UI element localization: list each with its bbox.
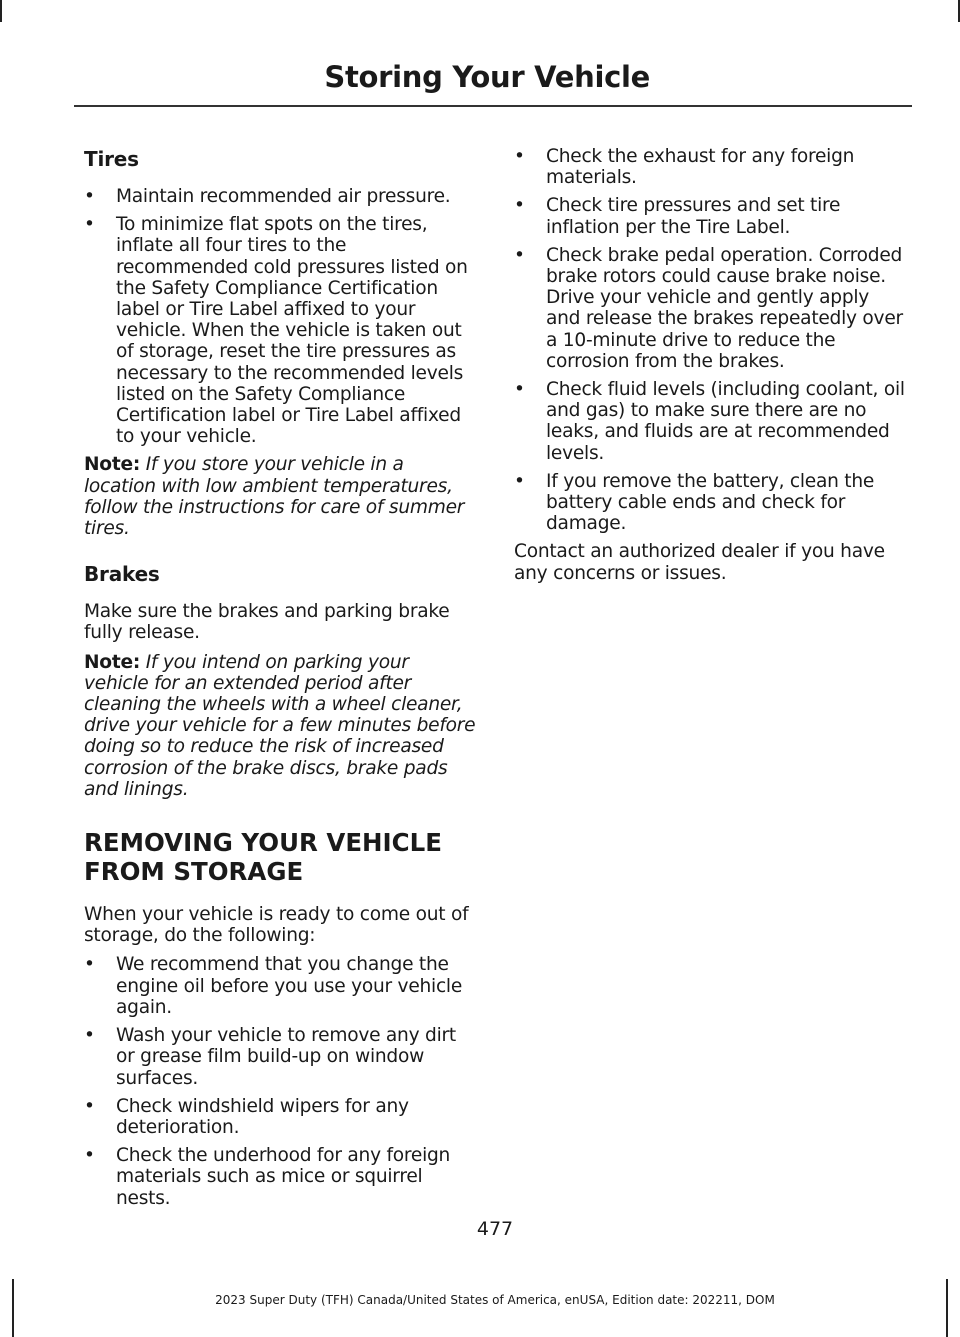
bullet: • (514, 470, 525, 492)
list-item-text: Maintain recommended air pressure. (116, 186, 451, 207)
bullet: • (514, 146, 525, 167)
header-divider (74, 105, 912, 107)
section-title-line: FROM STORAGE (84, 857, 304, 887)
list-item-text: Check windshield wipers for any deterioration. (116, 1095, 409, 1138)
page-title: Storing Your Vehicle (324, 60, 650, 94)
list-item (514, 245, 908, 372)
bullet: • (514, 244, 525, 266)
page-number: 477 (476, 1218, 514, 1240)
list-item-text: We recommend that you change the engine oil before you use your vehicle again. (116, 954, 463, 1018)
bullet: • (84, 1145, 95, 1167)
note-tires (84, 454, 476, 539)
brakes-paragraph: Make sure the brakes and parking brake fully release. (84, 601, 450, 644)
section-title-line: REMOVING YOUR VEHICLE (84, 828, 443, 858)
list-item-text: If you remove the battery, clean the battery cable ends and check for damage. (546, 470, 875, 535)
list-item (84, 1025, 476, 1089)
list-item-text: To minimize flat spots on the tires, inflate all four tires to the recommended cold pressures listed on the Safety Compliance Certification label or Tire Label affixed to your vehicle. When the vehicle is taken out of storage, reset the tire pressures as necessary to the recommended levels listed on the Safety Compliance Certification label or Tire Label affixed to your vehicle. (116, 214, 468, 448)
bullet: • (514, 195, 525, 217)
list-item (84, 1096, 476, 1138)
list-item-text: Check the underhood for any foreign materials such as mice or squirrel nests. (116, 1145, 451, 1209)
removing-intro: When your vehicle is ready to come out of storage, do the following: (84, 904, 469, 947)
list-item (514, 195, 908, 237)
bullet: • (84, 1025, 95, 1047)
crop-mark-bottom-right (946, 1279, 948, 1337)
list-item (514, 379, 908, 464)
list-item-text: Check fluid levels (including coolant, oil and gas) to make sure there are no leaks, and fluids are at recommended levels. (546, 379, 905, 464)
list-item (84, 954, 476, 1018)
list-item (84, 186, 476, 207)
crop-mark-top-left (0, 0, 2, 22)
note-label: Note: (84, 651, 141, 673)
list-item (84, 1145, 476, 1209)
list-item-text: Check tire pressures and set tire inflation per the Tire Label. (546, 195, 841, 238)
bullet: • (84, 186, 95, 207)
crop-mark-bottom-left (12, 1279, 14, 1337)
bullet: • (514, 379, 525, 401)
list-item (514, 471, 908, 535)
closing-paragraph: Contact an authorized dealer if you have any concerns or issues. (514, 541, 885, 584)
tires-heading: Tires (84, 147, 139, 171)
list-item-text: Wash your vehicle to remove any dirt or grease film build-up on window surfaces. (116, 1025, 456, 1089)
list-item (514, 146, 908, 188)
removing-list (84, 954, 476, 1208)
footer-text: 2023 Super Duty (TFH) Canada/United States of America, enUSA, Edition date: 202211, DOM (215, 1293, 775, 1307)
bullet: • (84, 214, 95, 236)
note-text: If you intend on parking your vehicle for an extended period after cleaning the wheels with a wheel cleaner, drive your vehicle for a few minutes before doing so to reduce the risk of increased corrosion of the brake discs, brake pads and linings. (84, 651, 476, 800)
brakes-heading: Brakes (84, 562, 160, 587)
note-brakes (84, 652, 476, 800)
bullet: • (84, 954, 95, 976)
note-label: Note: (84, 454, 141, 476)
checks-list (514, 146, 908, 534)
list-item (84, 214, 476, 447)
list-item-text: Check the exhaust for any foreign materials. (546, 146, 855, 189)
tires-list (84, 186, 476, 447)
bullet: • (84, 1095, 95, 1117)
section-title (84, 828, 476, 886)
left-column (84, 146, 476, 1216)
list-item-text: Check brake pedal operation. Corroded brake rotors could cause brake noise. Drive your vehicle and gently apply and release the brakes repeatedly over a 10-minute drive to reduce the corrosion from the brakes. (546, 244, 903, 372)
note-text: If you store your vehicle in a location with low ambient temperatures, follow the instructions for care of summer tires. (84, 454, 465, 540)
right-column (514, 146, 908, 592)
